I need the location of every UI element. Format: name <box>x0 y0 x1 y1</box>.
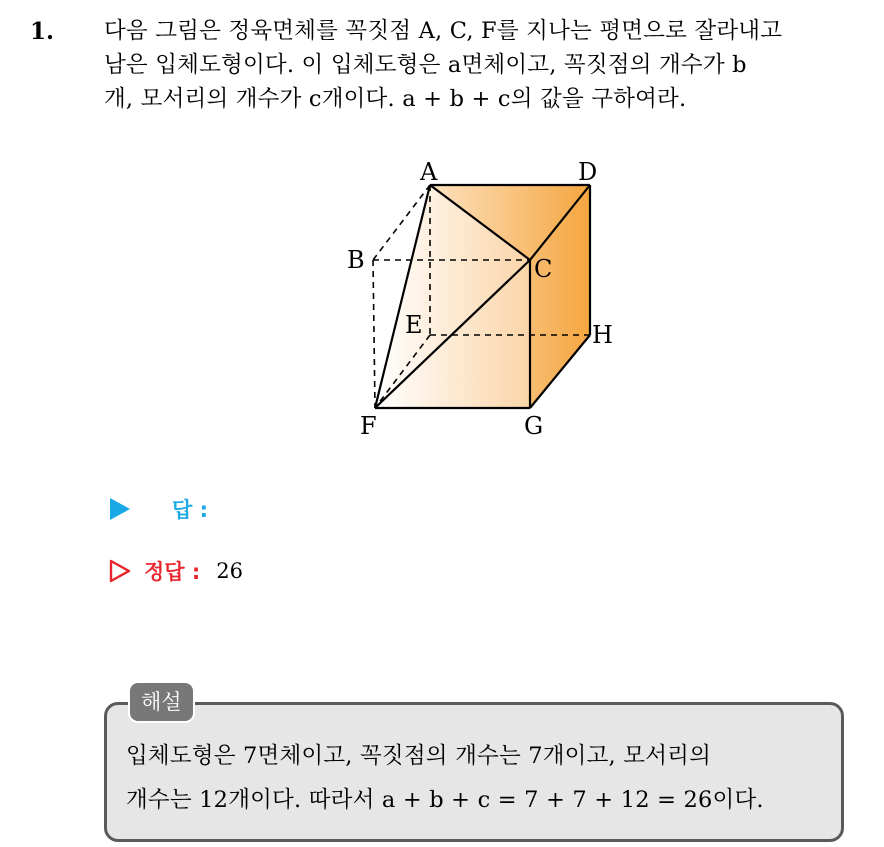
answer-label: 답 : <box>172 498 208 522</box>
vertex-label-h: H <box>592 321 613 349</box>
vertex-label-f: F <box>360 412 377 440</box>
problem-number: 1. <box>30 18 55 45</box>
filled-triangle-icon <box>108 496 132 522</box>
outline-triangle-icon <box>108 558 132 584</box>
vertex-label-e: E <box>405 311 423 339</box>
vertex-label-d: D <box>578 158 598 186</box>
vertex-label-c: C <box>534 255 553 283</box>
problem-text-line-1: 다음 그림은 정육면체를 꼭짓점 A, C, F를 지나는 평면으로 잘라내고 <box>104 18 783 44</box>
solution-text <box>126 734 838 822</box>
cut-cube-diagram <box>330 150 630 450</box>
vertex-label-g: G <box>524 412 544 440</box>
correct-answer-value: 26 <box>216 559 244 583</box>
problem-text-line-2: 남은 입체도형이다. 이 입체도형은 a면체이고, 꼭짓점의 개수가 b <box>104 52 747 78</box>
problem-text-line-3: 개, 모서리의 개수가 c개이다. a + b + c의 값을 구하여라. <box>104 86 687 112</box>
edge-b-f <box>373 260 375 408</box>
solution-line-1: 입체도형은 7면체이고, 꼭짓점의 개수는 7개이고, 모서리의 <box>126 743 712 769</box>
solution-tag: 해설 <box>128 681 195 723</box>
answer-row <box>108 494 208 524</box>
cut-cube-figure <box>330 150 630 450</box>
correct-answer-label: 정답 : <box>144 560 201 584</box>
vertex-label-a: A <box>420 158 438 186</box>
correct-answer-row <box>108 556 243 586</box>
solution-line-2: 개수는 12개이다. 따라서 a + b + c = 7 + 7 + 12 = 26이다. <box>126 787 764 813</box>
problem-text <box>104 14 874 116</box>
vertex-label-b: B <box>347 246 365 274</box>
